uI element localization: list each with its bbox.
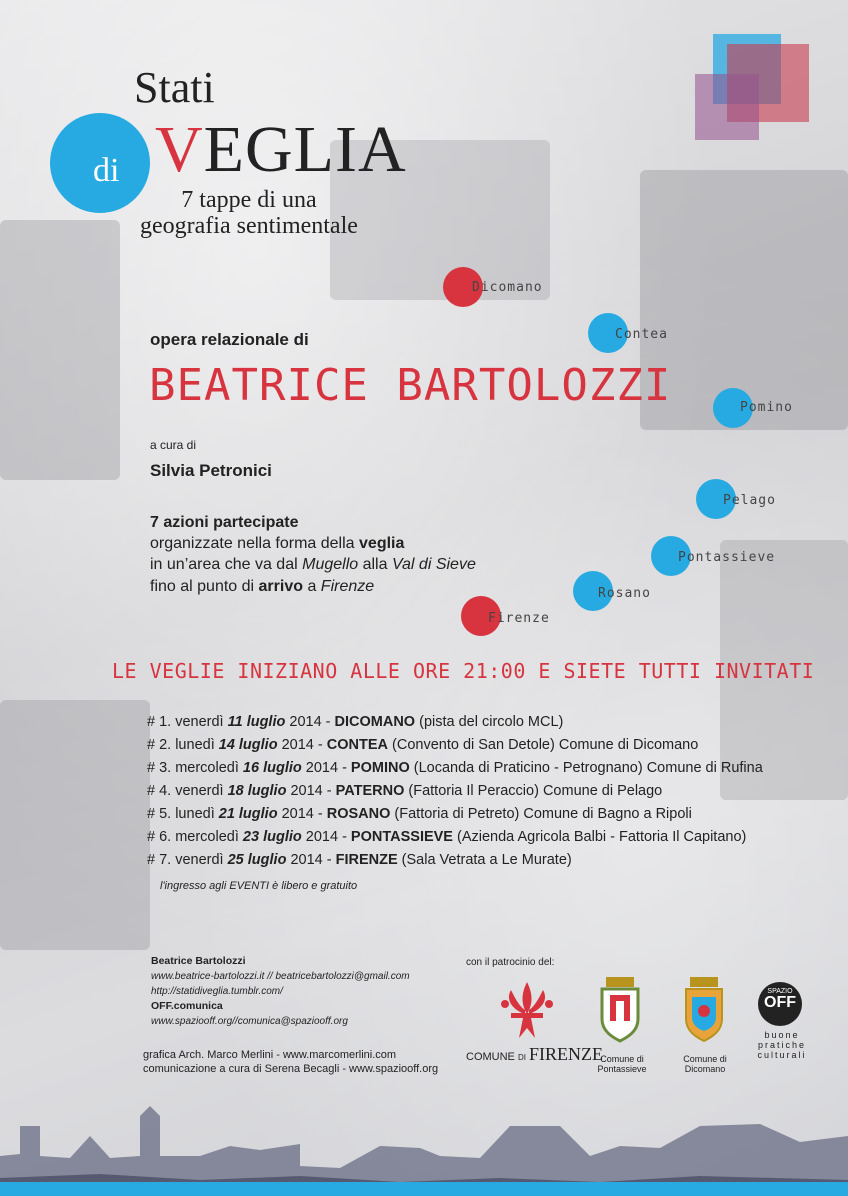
subtitle bbox=[140, 187, 358, 239]
pontassieve-crest-icon bbox=[596, 975, 644, 1045]
schedule-num: # 6. mercoledì bbox=[147, 829, 243, 845]
spazio-off-caption-l1: buone bbox=[764, 1030, 800, 1040]
entry-note: l'ingresso agli EVENTI è libero e gratuito bbox=[160, 880, 358, 892]
credits-blog[interactable]: http://statidiveglia.tumblr.com/ bbox=[151, 986, 283, 997]
schedule-num: # 2. lunedì bbox=[147, 737, 219, 753]
actions-line1-text: organizzate nella forma della bbox=[150, 535, 360, 552]
schedule-row bbox=[147, 780, 767, 803]
schedule-place: PONTASSIEVE bbox=[350, 829, 453, 845]
graphics-credits bbox=[143, 1048, 438, 1076]
town-pelago: Pelago bbox=[723, 493, 776, 508]
pontassieve-caption bbox=[594, 1054, 650, 1074]
invite-banner: LE VEGLIE INIZIANO ALLE ORE 21:00 E SIETE TUTTI INVITATI bbox=[112, 659, 815, 683]
schedule-row bbox=[147, 849, 767, 872]
credits-org: OFF.comunica bbox=[151, 1000, 223, 1012]
actions-heading: 7 azioni partecipate bbox=[150, 514, 299, 531]
square-purple bbox=[695, 74, 759, 140]
artist-name: BEATRICE BARTOLOZZI bbox=[149, 360, 672, 411]
spazio-off-top: SPAZIO bbox=[767, 988, 793, 995]
firenze-logo-di: DI bbox=[517, 1053, 526, 1062]
actions-line3 bbox=[150, 578, 374, 596]
firenze-logo-text bbox=[466, 1044, 603, 1065]
actions-line3-firenze: Firenze bbox=[320, 578, 375, 595]
schedule-list bbox=[147, 711, 767, 872]
intro-label: opera relazionale di bbox=[150, 330, 309, 349]
schedule-row bbox=[147, 734, 767, 757]
dicomano-crest-icon bbox=[680, 975, 728, 1045]
schedule-num: # 1. venerdì bbox=[147, 714, 228, 730]
schedule-num: # 5. lunedì bbox=[147, 806, 219, 822]
actions-line2-text: in un’area che va dal bbox=[150, 556, 303, 573]
schedule-detail: (Convento di San Detole) Comune di Dicomano bbox=[387, 737, 699, 753]
schedule-date: 11 luglio bbox=[227, 714, 286, 730]
schedule-date: 21 luglio bbox=[218, 806, 278, 822]
credits-name: Beatrice Bartolozzi bbox=[151, 955, 246, 967]
photo-collage-left bbox=[0, 220, 120, 480]
schedule-detail: (Sala Vetrata a Le Murate) bbox=[397, 852, 572, 868]
photo-collage-bottom-left bbox=[0, 700, 150, 950]
schedule-detail: (Fattoria Il Peraccio) Comune di Pelago bbox=[404, 783, 663, 799]
schedule-detail: (pista del circolo MCL) bbox=[415, 714, 564, 730]
actions-line3-bold: arrivo bbox=[258, 578, 303, 595]
bottom-blue-bar bbox=[0, 1182, 848, 1196]
title-veglia bbox=[155, 112, 407, 188]
firenze-logo-name: FIRENZE bbox=[529, 1044, 604, 1064]
credits-comunicazione: comunicazione a cura di Serena Becagli - www.spaziooff.org bbox=[143, 1063, 439, 1075]
firenze-lily-icon bbox=[497, 980, 557, 1042]
schedule-year: 2014 - bbox=[286, 783, 336, 799]
title-di: di bbox=[93, 152, 120, 189]
pontassieve-caption-l2: Pontassieve bbox=[597, 1064, 647, 1074]
patronage-label: con il patrocinio del: bbox=[466, 957, 555, 968]
actions-line3-mid: a bbox=[303, 578, 321, 595]
actions-line2-valdisieve: Val di Sieve bbox=[391, 556, 476, 573]
town-contea: Contea bbox=[615, 327, 668, 342]
credits-grafica: grafica Arch. Marco Merlini - www.marcomerlini.com bbox=[143, 1049, 397, 1061]
town-firenze: Firenze bbox=[488, 611, 550, 626]
town-dicomano: Dicomano bbox=[472, 280, 543, 295]
schedule-detail: (Fattoria di Petreto) Comune di Bagno a Ripoli bbox=[390, 806, 692, 822]
firenze-logo-comune: COMUNE bbox=[466, 1051, 515, 1063]
schedule-place: CONTEA bbox=[326, 737, 388, 753]
schedule-num: # 7. venerdì bbox=[147, 852, 228, 868]
schedule-date: 23 luglio bbox=[242, 829, 302, 845]
schedule-year: 2014 - bbox=[277, 737, 327, 753]
title-veglia-rest: EGLIA bbox=[203, 113, 407, 186]
credits-links[interactable]: www.beatrice-bartolozzi.it // beatricebartolozzi@gmail.com bbox=[151, 971, 410, 982]
dicomano-caption bbox=[677, 1054, 733, 1074]
schedule-year: 2014 - bbox=[301, 760, 351, 776]
schedule-place: ROSANO bbox=[326, 806, 391, 822]
schedule-row bbox=[147, 803, 767, 826]
schedule-num: # 3. mercoledì bbox=[147, 760, 243, 776]
schedule-date: 25 luglio bbox=[227, 852, 287, 868]
schedule-date: 16 luglio bbox=[242, 760, 302, 776]
schedule-place: PATERNO bbox=[335, 783, 405, 799]
spazio-off-logo bbox=[758, 982, 802, 1026]
spazio-off-caption-l3: culturali bbox=[757, 1050, 807, 1060]
actions-line2 bbox=[150, 556, 476, 574]
schedule-date: 18 luglio bbox=[227, 783, 287, 799]
curator-name: Silvia Petronici bbox=[150, 461, 272, 480]
town-pomino: Pomino bbox=[740, 400, 793, 415]
spazio-off-caption bbox=[752, 1030, 812, 1060]
spazio-off-mark: OFF bbox=[764, 994, 796, 1011]
schedule-row bbox=[147, 711, 767, 734]
town-rosano: Rosano bbox=[598, 586, 651, 601]
actions-line3-text: fino al punto di bbox=[150, 578, 259, 595]
dicomano-caption-l2: Dicomano bbox=[684, 1064, 726, 1074]
schedule-detail: (Azienda Agricola Balbi - Fattoria Il Capitano) bbox=[452, 829, 747, 845]
actions-line2-mid: alla bbox=[358, 556, 392, 573]
subtitle-line2: geografia sentimentale bbox=[140, 213, 358, 239]
title-stati: Stati bbox=[134, 63, 215, 112]
pontassieve-caption-l1: Comune di bbox=[600, 1054, 644, 1064]
schedule-year: 2014 - bbox=[285, 714, 335, 730]
schedule-row bbox=[147, 826, 767, 849]
curator-label: a cura di bbox=[150, 438, 197, 452]
town-pontassieve: Pontassieve bbox=[678, 550, 776, 565]
schedule-year: 2014 - bbox=[286, 852, 336, 868]
credits-block bbox=[151, 954, 410, 1029]
schedule-place: FIRENZE bbox=[335, 852, 398, 868]
actions-line1 bbox=[150, 535, 404, 553]
schedule-detail: (Locanda di Praticino - Petrognano) Comune di Rufina bbox=[409, 760, 763, 776]
schedule-year: 2014 - bbox=[277, 806, 327, 822]
spazio-off-caption-l2: pratiche bbox=[757, 1040, 807, 1050]
schedule-place: DICOMANO bbox=[334, 714, 416, 730]
village-skyline bbox=[0, 1086, 848, 1196]
schedule-place: POMINO bbox=[350, 760, 410, 776]
subtitle-line1: 7 tappe di una bbox=[181, 187, 317, 213]
schedule-year: 2014 - bbox=[301, 829, 351, 845]
schedule-date: 14 luglio bbox=[218, 737, 278, 753]
schedule-num: # 4. venerdì bbox=[147, 783, 228, 799]
credits-org-links[interactable]: www.spaziooff.org//comunica@spaziooff.org bbox=[151, 1016, 348, 1027]
title-veglia-v: V bbox=[155, 113, 204, 186]
actions-line2-mugello: Mugello bbox=[302, 556, 359, 573]
dicomano-caption-l1: Comune di bbox=[683, 1054, 727, 1064]
actions-line1-bold: veglia bbox=[359, 535, 405, 552]
schedule-row bbox=[147, 757, 767, 780]
